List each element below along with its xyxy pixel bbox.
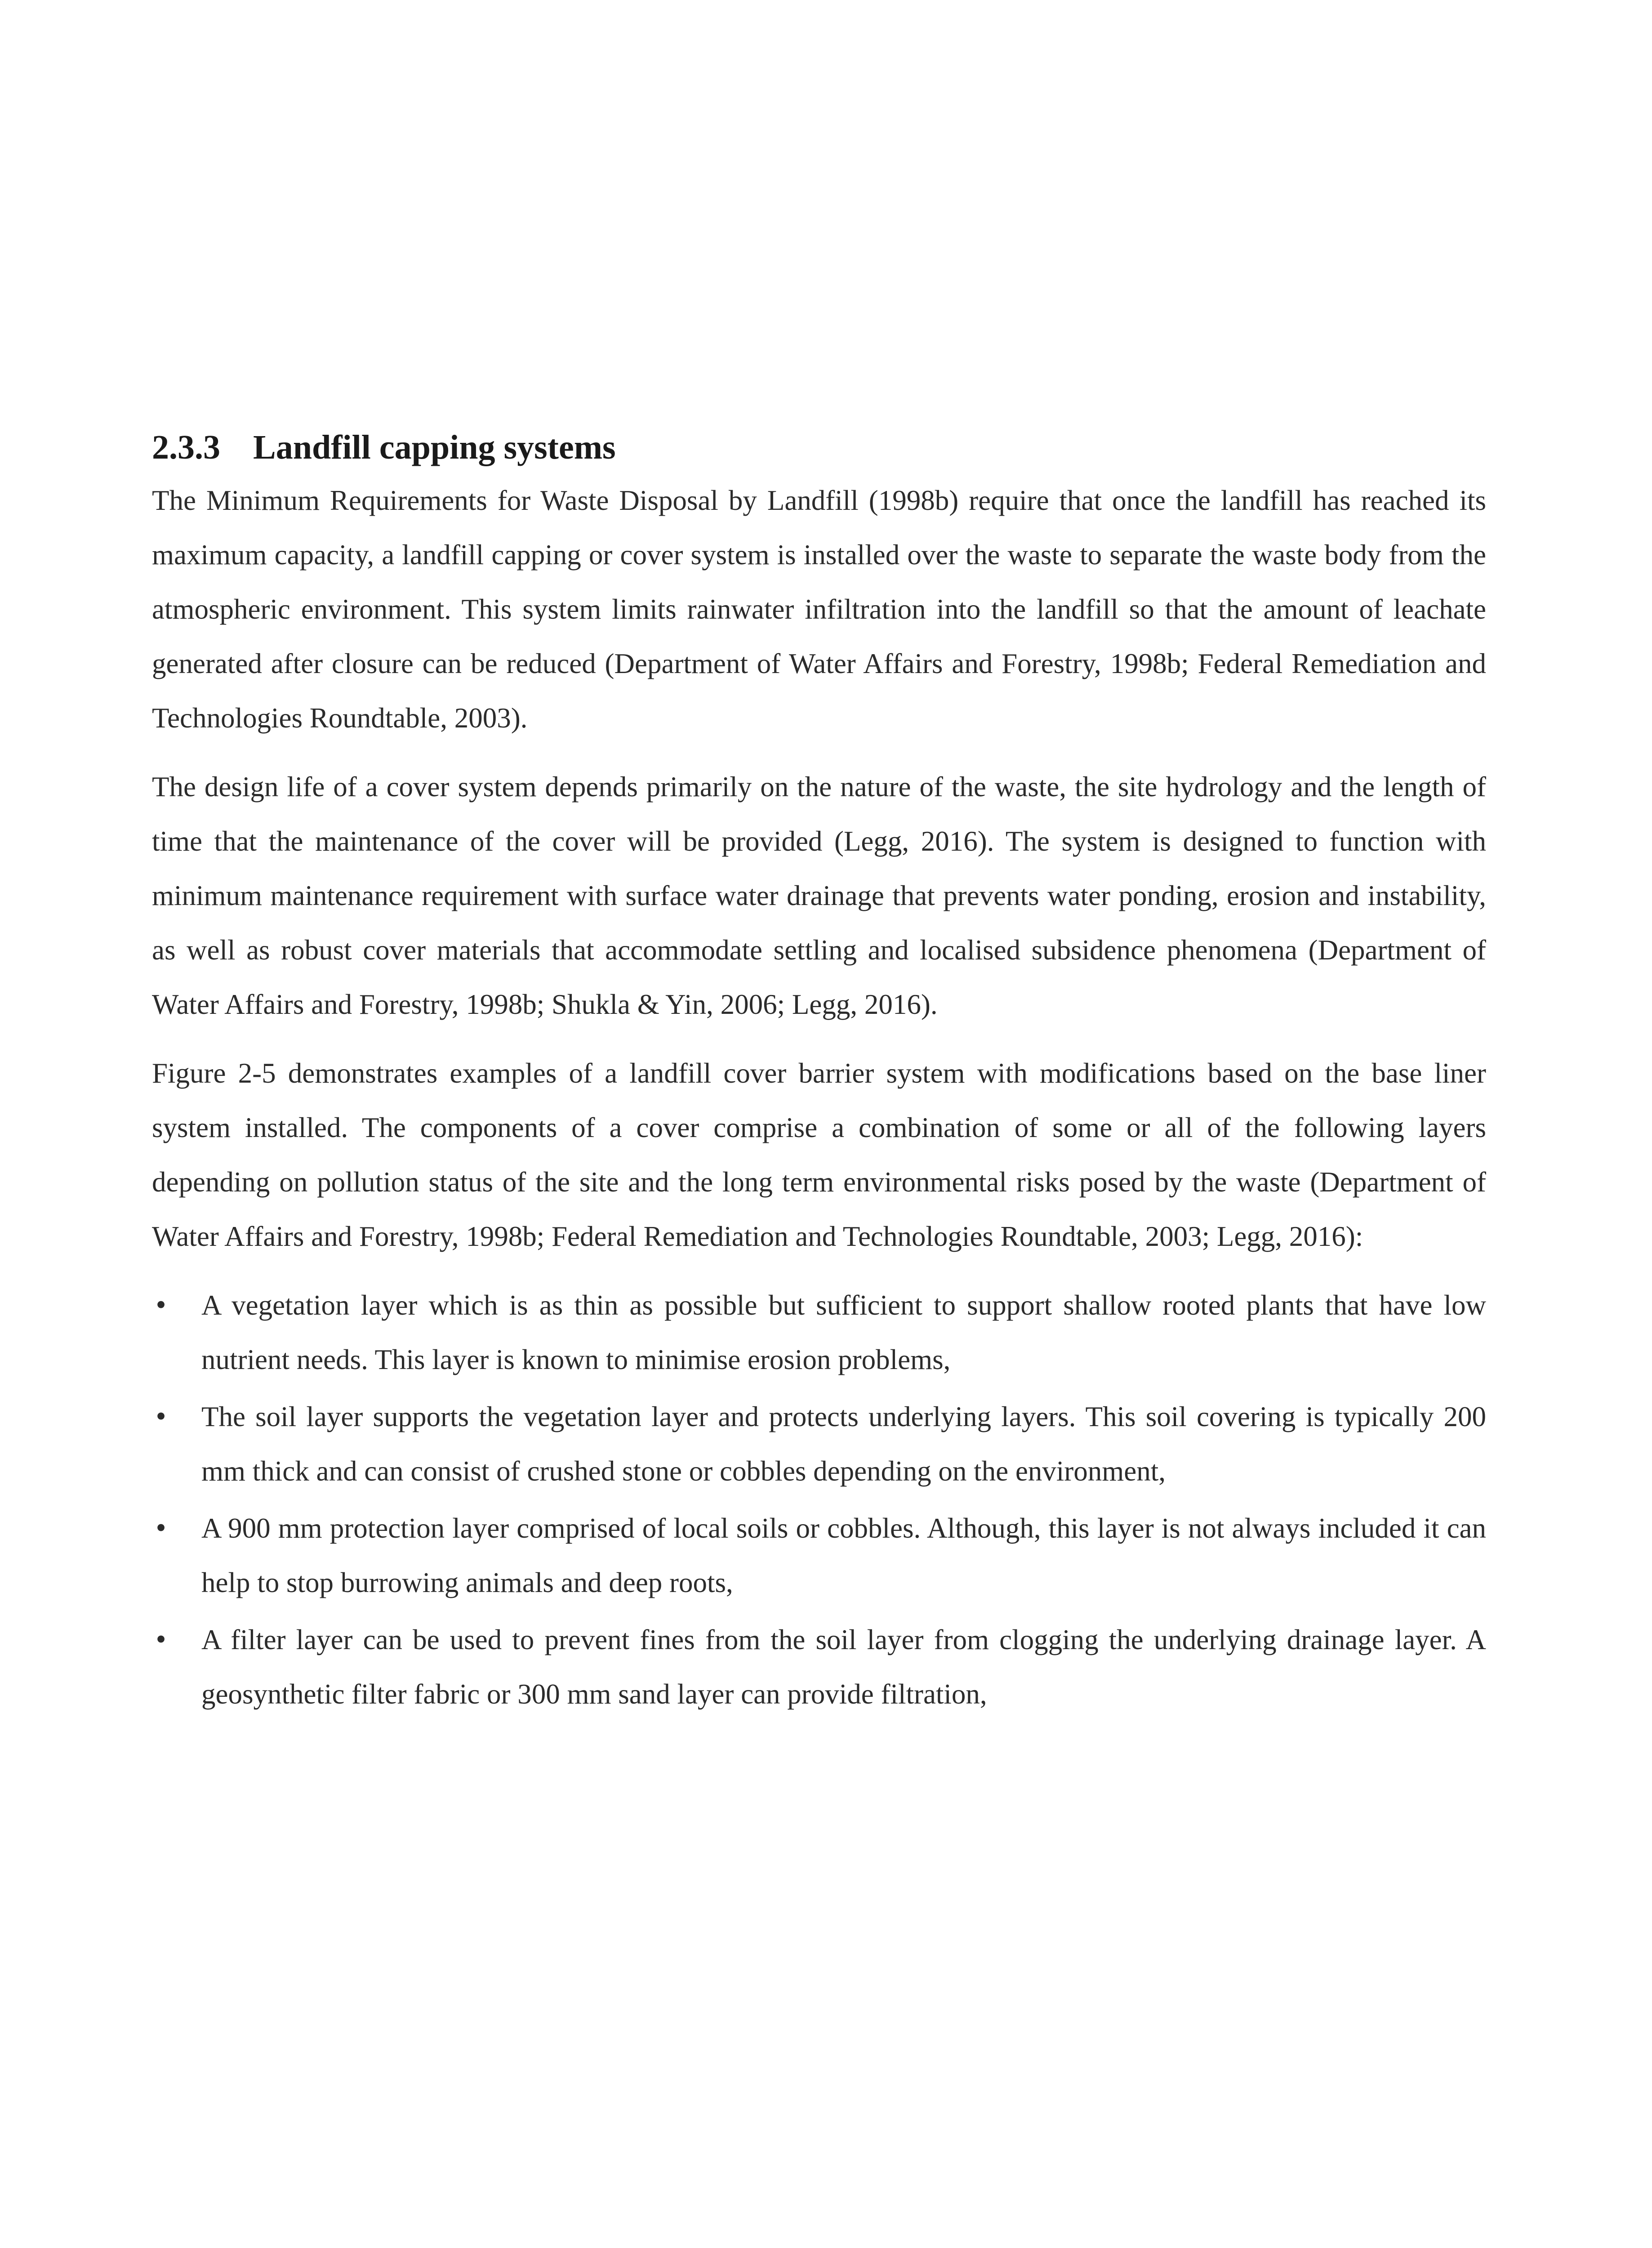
section-title: Landfill capping systems: [253, 428, 616, 466]
section-heading: [152, 425, 1486, 470]
list-item: [152, 1613, 1486, 1722]
bullet-icon: •: [154, 1626, 168, 1654]
cover-layers-list: [152, 1278, 1486, 1722]
list-item: [152, 1501, 1486, 1610]
list-item-text: A 900 mm protection layer comprised of local soils or cobbles. Although, this layer is not always included it can help to stop burrowing animals and deep roots,: [201, 1512, 1486, 1598]
paragraph-cover-components: Figure 2-5 demonstrates examples of a landfill cover barrier system with modifications based on the base liner system installed. The components of a cover comprise a combination of some or all of the following layers depending on pollution status of the site and the long term environmental risks posed by the waste (Department of Water Affairs and Forestry, 1998b; Federal Remediation and Technologies Roundtable, 2003; Legg, 2016):: [152, 1057, 1486, 1252]
list-item: [152, 1390, 1486, 1499]
list-item-text: A vegetation layer which is as thin as possible but sufficient to support shallow rooted plants that have low nutrient needs. This layer is known to minimise erosion problems,: [201, 1289, 1486, 1375]
list-item-text: A filter layer can be used to prevent fines from the soil layer from clogging the underlying drainage layer. A geosynthetic filter fabric or 300 mm sand layer can provide filtration,: [201, 1624, 1486, 1710]
paragraph-design-life: The design life of a cover system depends primarily on the nature of the waste, the site hydrology and the length of time that the maintenance of the cover will be provided (Legg, 2016). The system is designed to function with minimum maintenance requirement with surface water drainage that prevents water ponding, erosion and instability, as well as robust cover materials that accommodate settling and localised subsidence phenomena (Department of Water Affairs and Forestry, 1998b; Shukla & Yin, 2006; Legg, 2016).: [152, 771, 1486, 1020]
bullet-icon: •: [154, 1291, 168, 1320]
page-content: [152, 425, 1486, 1724]
list-item: [152, 1278, 1486, 1387]
section-number: 2.3.3: [152, 428, 220, 466]
bullet-icon: •: [154, 1403, 168, 1431]
list-item-text: The soil layer supports the vegetation layer and protects underlying layers. This soil covering is typically 200 mm thick and can consist of crushed stone or cobbles depending on the environment,: [201, 1401, 1486, 1487]
paragraph-intro: The Minimum Requirements for Waste Disposal by Landfill (1998b) require that once the landfill has reached its maximum capacity, a landfill capping or cover system is installed over the waste to separate the waste body from the atmospheric environment. This system limits rainwater infiltration into the landfill so that the amount of leachate generated after closure can be reduced (Department of Water Affairs and Forestry, 1998b; Federal Remediation and Technologies Roundtable, 2003).: [152, 485, 1486, 734]
bullet-icon: •: [154, 1514, 168, 1543]
